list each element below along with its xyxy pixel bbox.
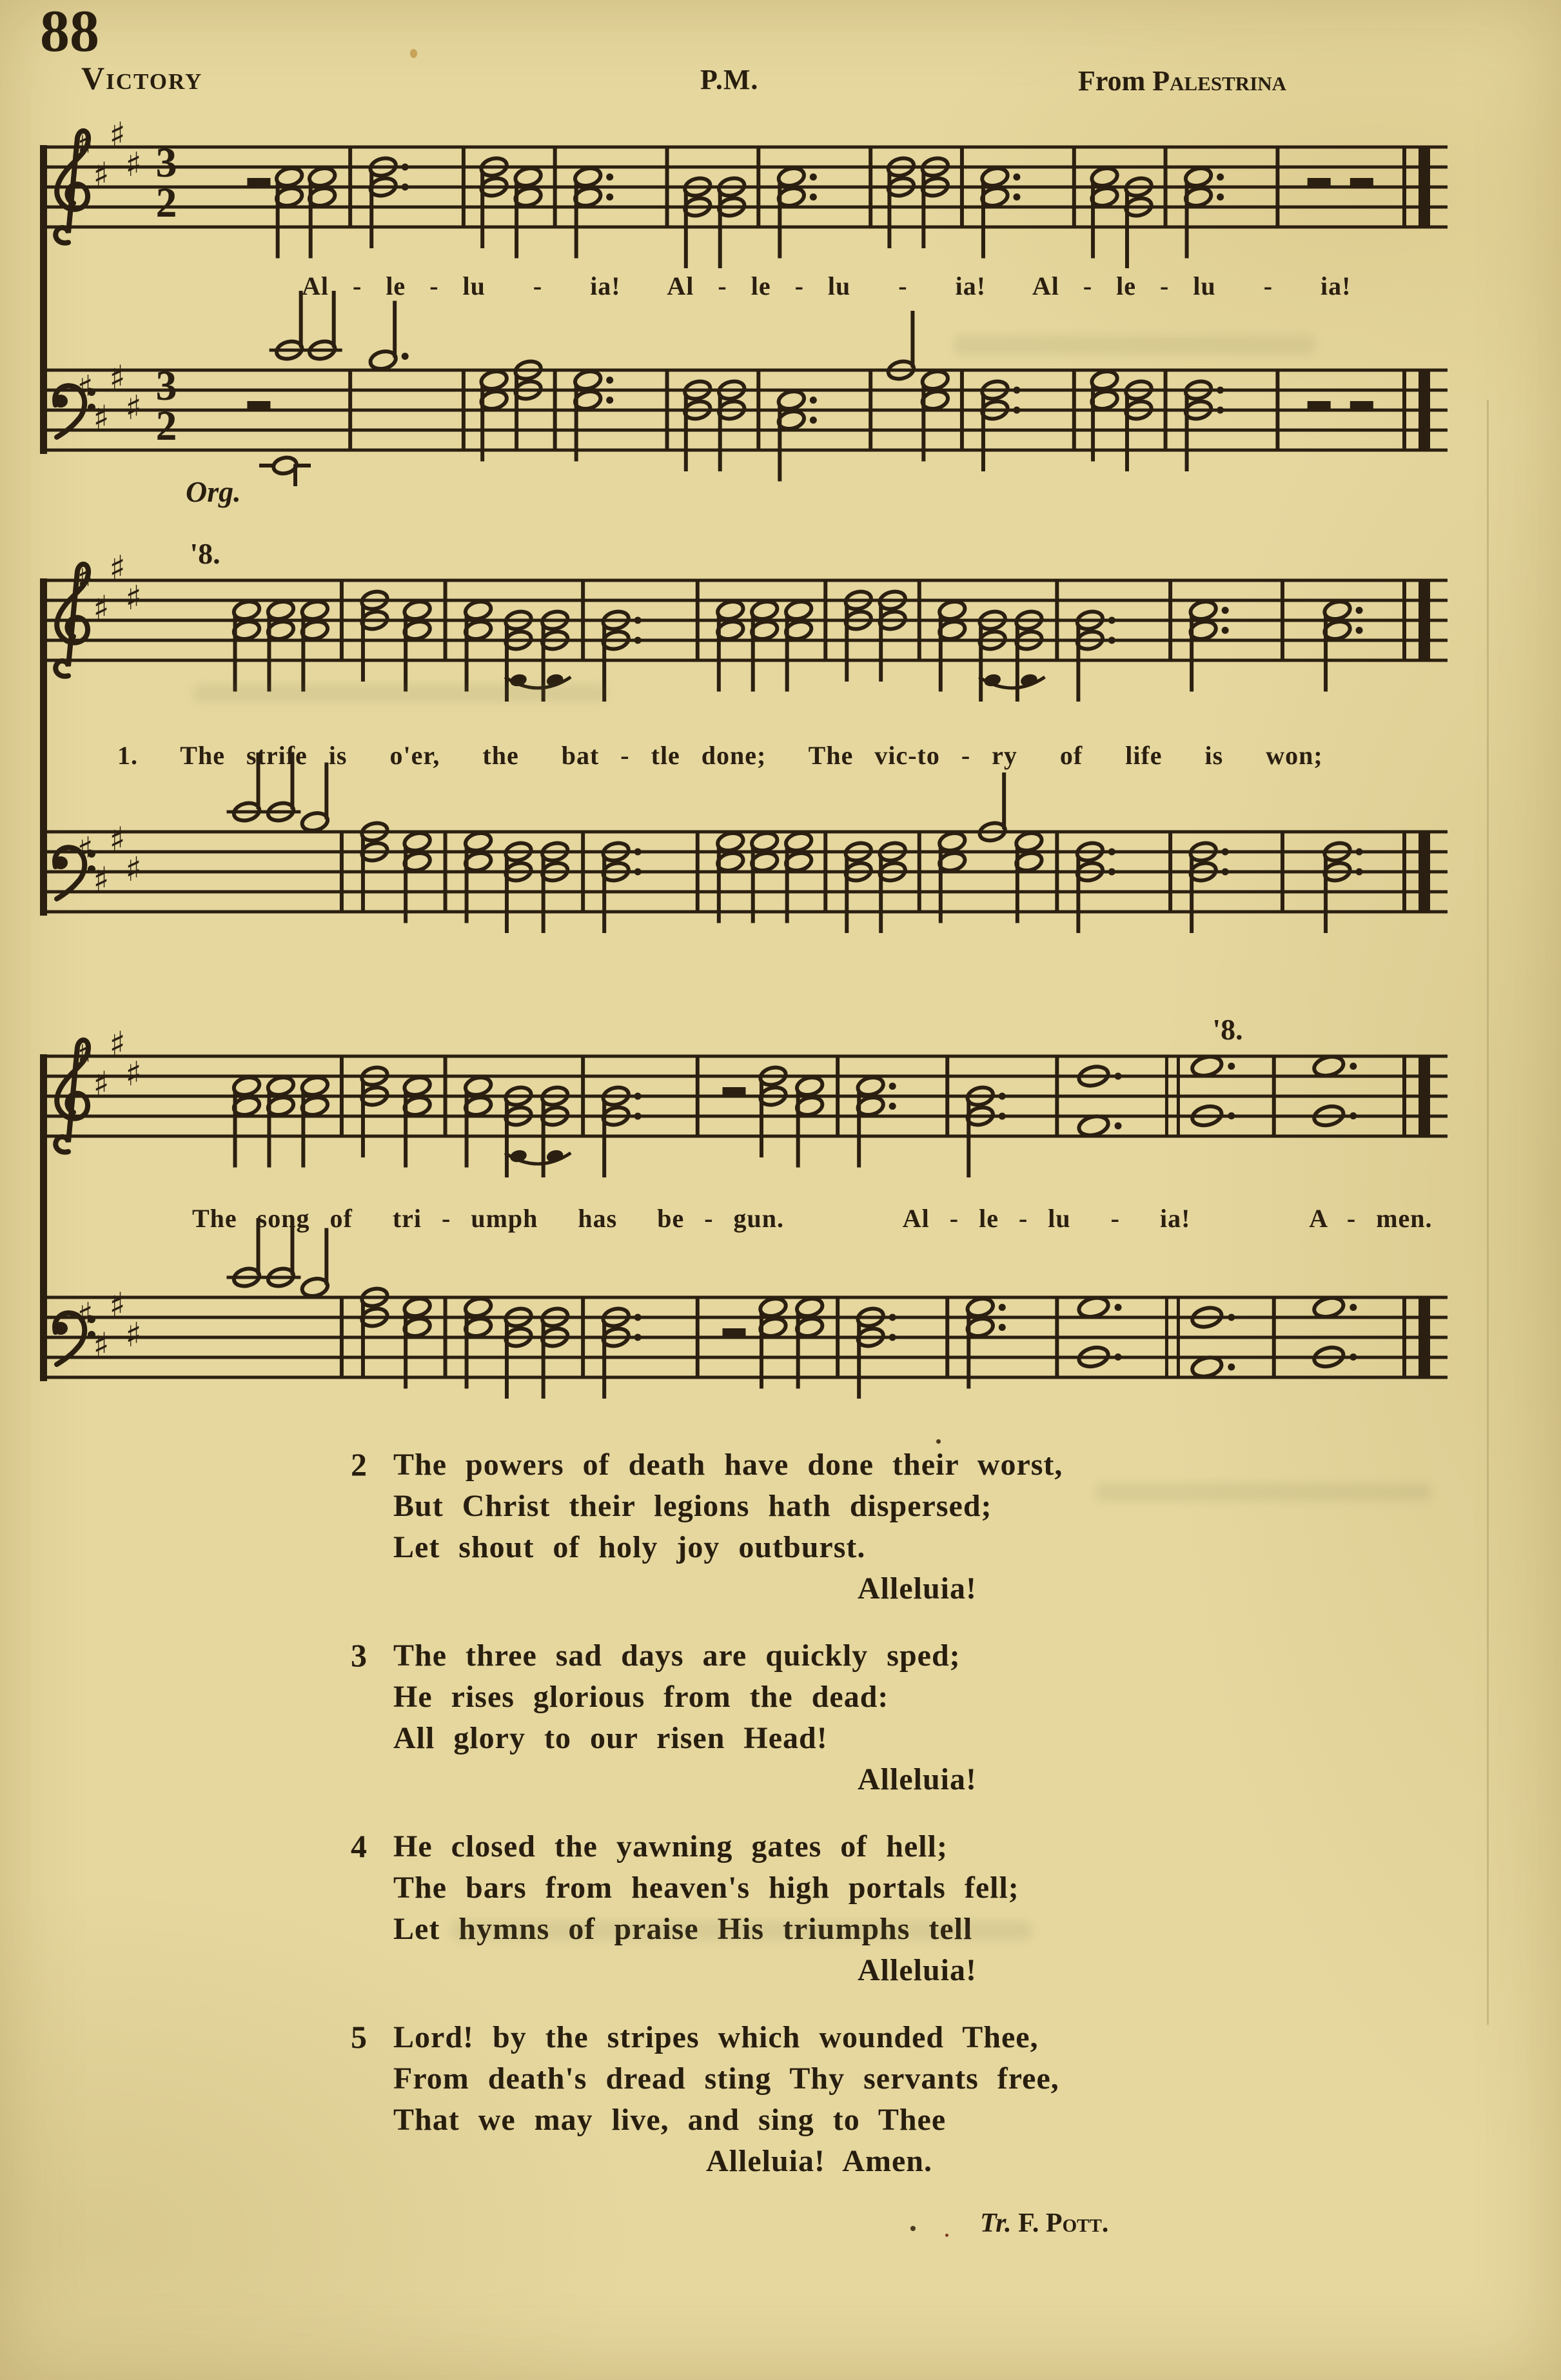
svg-text:♯: ♯: [109, 1025, 126, 1064]
svg-text:♯: ♯: [77, 1296, 93, 1335]
svg-text:♯: ♯: [93, 860, 110, 900]
svg-text:♯: ♯: [77, 369, 93, 408]
verse-3: [348, 1635, 1108, 1800]
svg-text:'8.: '8.: [190, 540, 221, 570]
page-edge-line: [1487, 400, 1489, 2025]
hymn-title: Victory: [81, 60, 203, 96]
svg-text:♯: ♯: [109, 359, 126, 398]
verse-line: He closed the yawning gates of hell;: [393, 1829, 948, 1864]
music-system-1: [39, 113, 1451, 500]
organ-label: [186, 475, 241, 509]
verse-refrain: Alleluia!: [858, 1571, 977, 1606]
svg-text:♯: ♯: [77, 831, 93, 869]
hymn-source: [1078, 64, 1286, 97]
svg-text:♯: ♯: [93, 1326, 110, 1365]
paper-speck: [410, 49, 417, 58]
verse-line: From death's dread sting Thy servants free,: [393, 2061, 1059, 2096]
svg-text:♯: ♯: [77, 559, 93, 598]
verse-refrain: Alleluia!: [858, 1762, 977, 1796]
verse-line: All glory to our risen Head!: [393, 1721, 828, 1755]
paper-speck: [910, 2226, 916, 2231]
svg-text:♯: ♯: [125, 579, 142, 618]
verse-line: Lord! by the stripes which wounded Thee,: [393, 2020, 1039, 2054]
translator-prefix: Tr.: [980, 2208, 1012, 2238]
lyrics-line-1: Al - le - lu - ia! Al - le - lu - ia! Al - le - lu - ia!: [302, 271, 1351, 300]
svg-text:♯: ♯: [109, 1286, 126, 1325]
svg-text:2: 2: [155, 179, 177, 227]
organ-note-icon: [257, 444, 328, 489]
source-name: Palestrina: [1152, 65, 1287, 97]
translator-name: F. Pott.: [1018, 2208, 1109, 2238]
verse-number: 5: [351, 2019, 367, 2055]
svg-text:♯: ♯: [93, 155, 110, 195]
svg-text:♯: ♯: [109, 115, 126, 155]
verse-5: [348, 2017, 1108, 2182]
svg-text:3: 3: [155, 139, 177, 187]
svg-text:♯: ♯: [125, 1316, 142, 1355]
svg-text:'8.: '8.: [1212, 1016, 1243, 1046]
svg-text:♯: ♯: [93, 589, 110, 628]
lyrics-line-2: 1. The strife is o'er, the bat - tle done; The vic-to - ry of life is won;: [117, 741, 1323, 770]
paper-speck: [945, 2234, 948, 2237]
svg-text:♯: ♯: [93, 1065, 110, 1104]
svg-text:♯: ♯: [125, 851, 142, 889]
bleedthrough-mark: [1096, 1483, 1431, 1501]
verse-line: The powers of death have done their worst,: [393, 1448, 1063, 1482]
verse-line: That we may live, and sing to Thee: [393, 2103, 947, 2137]
svg-text:♯: ♯: [77, 1035, 93, 1074]
translator-attribution: [980, 2208, 1108, 2239]
verse-line: The three sad days are quickly sped;: [393, 1638, 961, 1673]
verses-block: [348, 1444, 1108, 2239]
organ-label-text: Org.: [186, 475, 241, 508]
verse-line: The bars from heaven's high portals fell;: [393, 1871, 1019, 1905]
verse-refrain: Alleluia!: [858, 1953, 977, 1987]
verse-number: 2: [351, 1446, 367, 1482]
verse-number: 4: [351, 1828, 367, 1864]
verse-line: He rises glorious from the dead:: [393, 1680, 889, 1714]
verse-2: [348, 1444, 1108, 1609]
bleedthrough-mark: [451, 1922, 1032, 1940]
svg-text:3: 3: [155, 362, 177, 410]
svg-text:♯: ♯: [93, 398, 110, 438]
svg-text:♯: ♯: [125, 146, 142, 184]
svg-text:♯: ♯: [109, 549, 126, 588]
svg-text:♯: ♯: [125, 389, 142, 428]
verse-line: Let shout of holy joy outburst.: [393, 1530, 866, 1564]
hymn-meter: P.M.: [700, 64, 759, 95]
svg-text:2: 2: [155, 402, 177, 450]
verse-refrain: Alleluia! Amen.: [706, 2144, 932, 2178]
svg-text:♯: ♯: [77, 126, 93, 164]
bleedthrough-mark: [954, 335, 1315, 355]
verse-number: 3: [351, 1637, 367, 1673]
verse-4: [348, 1826, 1108, 1991]
paper-speck: [936, 1439, 941, 1444]
verse-line: Let hymns of praise His triumphs tell: [393, 1912, 973, 1946]
lyrics-line-3: The song of tri - umph has be - gun. Al - le - lu - ia! A - men.: [192, 1204, 1433, 1233]
verse-line: But Christ their legions hath dispersed;: [393, 1489, 992, 1523]
bleedthrough-mark: [193, 685, 606, 702]
svg-text:♯: ♯: [125, 1055, 142, 1094]
source-prefix: From: [1078, 65, 1153, 97]
svg-text:♯: ♯: [109, 820, 126, 860]
hymn-number: 88: [40, 0, 99, 64]
